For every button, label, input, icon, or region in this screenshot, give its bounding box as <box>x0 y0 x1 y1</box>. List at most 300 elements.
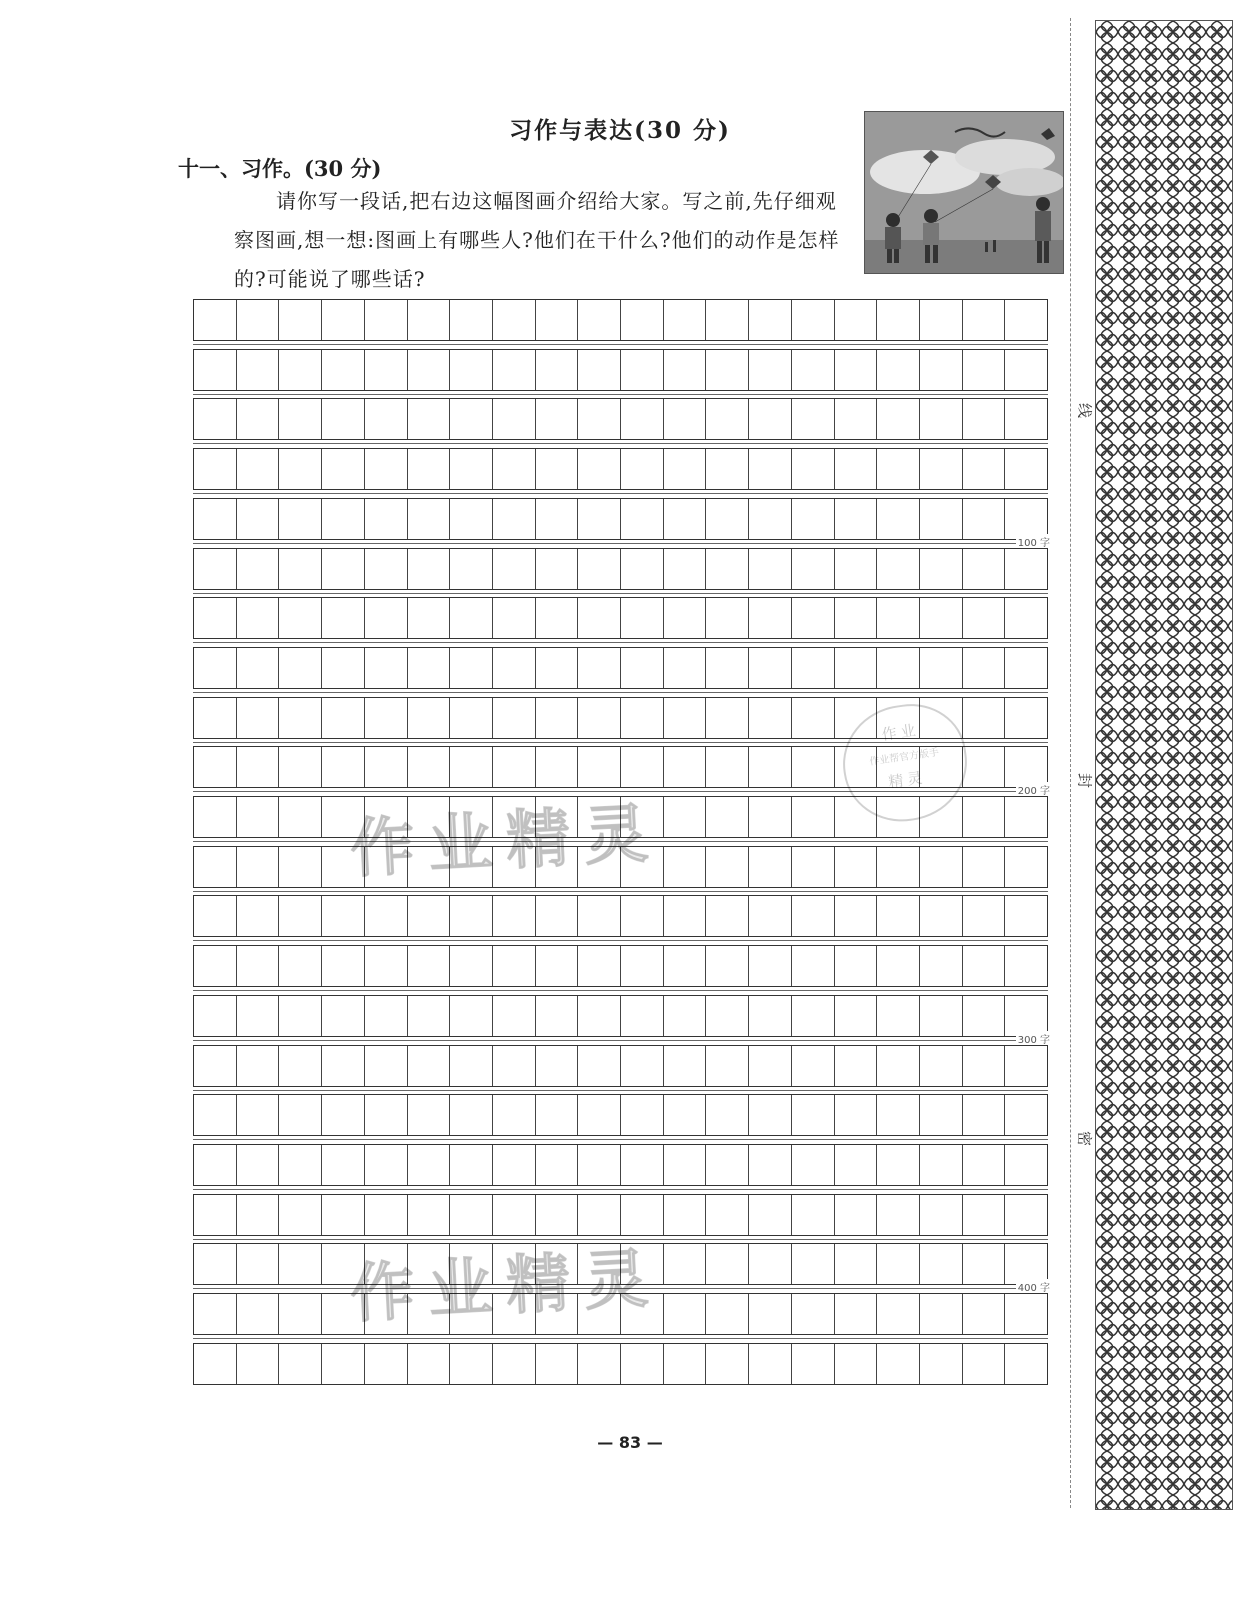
grid-cell[interactable] <box>365 350 408 390</box>
grid-cell[interactable] <box>322 747 365 787</box>
grid-cell[interactable] <box>706 598 749 638</box>
grid-cell[interactable] <box>792 300 835 340</box>
grid-cell[interactable] <box>578 399 621 439</box>
grid-cell[interactable] <box>578 449 621 489</box>
grid-cell[interactable] <box>963 1046 1006 1086</box>
grid-cell[interactable] <box>578 698 621 738</box>
grid-cell[interactable] <box>408 350 451 390</box>
grid-cell[interactable] <box>194 1344 237 1384</box>
grid-cell[interactable] <box>237 648 280 688</box>
grid-cell[interactable] <box>365 449 408 489</box>
grid-cell[interactable] <box>408 896 451 936</box>
grid-cell[interactable] <box>1005 300 1047 340</box>
grid-cell[interactable] <box>365 747 408 787</box>
grid-cell[interactable] <box>621 996 664 1036</box>
grid-cell[interactable] <box>578 1095 621 1135</box>
grid-cell[interactable] <box>365 698 408 738</box>
grid-cell[interactable] <box>279 1294 322 1334</box>
grid-cell[interactable] <box>578 350 621 390</box>
grid-cell[interactable] <box>1005 698 1047 738</box>
grid-cell[interactable] <box>664 300 707 340</box>
grid-cell[interactable] <box>706 499 749 539</box>
grid-cell[interactable] <box>835 499 878 539</box>
grid-cell[interactable] <box>237 747 280 787</box>
grid-cell[interactable] <box>322 549 365 589</box>
grid-cell[interactable] <box>194 1095 237 1135</box>
grid-cell[interactable] <box>322 350 365 390</box>
grid-cell[interactable] <box>194 698 237 738</box>
grid-cell[interactable] <box>749 350 792 390</box>
grid-cell[interactable] <box>963 896 1006 936</box>
grid-cell[interactable] <box>963 499 1006 539</box>
grid-cell[interactable] <box>877 449 920 489</box>
grid-cell[interactable] <box>706 350 749 390</box>
grid-cell[interactable] <box>835 648 878 688</box>
grid-cell[interactable] <box>322 449 365 489</box>
grid-cell[interactable] <box>706 300 749 340</box>
grid-cell[interactable] <box>365 598 408 638</box>
grid-cell[interactable] <box>792 996 835 1036</box>
grid-cell[interactable] <box>621 300 664 340</box>
grid-cell[interactable] <box>408 1195 451 1235</box>
grid-cell[interactable] <box>365 896 408 936</box>
grid-cell[interactable] <box>450 1145 493 1185</box>
grid-cell[interactable] <box>664 549 707 589</box>
grid-cell[interactable] <box>621 449 664 489</box>
grid-cell[interactable] <box>792 847 835 887</box>
grid-cell[interactable] <box>237 847 280 887</box>
grid-cell[interactable] <box>835 399 878 439</box>
grid-cell[interactable] <box>920 1195 963 1235</box>
grid-cell[interactable] <box>365 1195 408 1235</box>
grid-cell[interactable] <box>920 946 963 986</box>
grid-cell[interactable] <box>493 1195 536 1235</box>
grid-cell[interactable] <box>792 1145 835 1185</box>
grid-cell[interactable] <box>1005 1145 1047 1185</box>
grid-cell[interactable] <box>578 549 621 589</box>
grid-cell[interactable] <box>493 1046 536 1086</box>
grid-cell[interactable] <box>279 1344 322 1384</box>
grid-cell[interactable] <box>835 350 878 390</box>
grid-cell[interactable] <box>835 946 878 986</box>
grid-cell[interactable] <box>408 549 451 589</box>
grid-cell[interactable] <box>493 1344 536 1384</box>
grid-cell[interactable] <box>408 300 451 340</box>
grid-cell[interactable] <box>792 449 835 489</box>
grid-cell[interactable] <box>963 1294 1006 1334</box>
grid-cell[interactable] <box>621 1145 664 1185</box>
grid-cell[interactable] <box>1005 1195 1047 1235</box>
grid-cell[interactable] <box>749 1095 792 1135</box>
grid-cell[interactable] <box>835 896 878 936</box>
grid-cell[interactable] <box>706 896 749 936</box>
grid-cell[interactable] <box>877 946 920 986</box>
grid-cell[interactable] <box>1005 1344 1047 1384</box>
grid-cell[interactable] <box>365 399 408 439</box>
grid-cell[interactable] <box>237 399 280 439</box>
grid-cell[interactable] <box>578 648 621 688</box>
grid-cell[interactable] <box>493 1145 536 1185</box>
grid-cell[interactable] <box>706 1145 749 1185</box>
grid-cell[interactable] <box>450 449 493 489</box>
grid-cell[interactable] <box>920 598 963 638</box>
grid-cell[interactable] <box>749 698 792 738</box>
grid-cell[interactable] <box>322 499 365 539</box>
grid-cell[interactable] <box>835 1344 878 1384</box>
grid-cell[interactable] <box>279 549 322 589</box>
grid-cell[interactable] <box>706 698 749 738</box>
grid-cell[interactable] <box>536 1195 579 1235</box>
grid-cell[interactable] <box>1005 996 1047 1036</box>
grid-cell[interactable] <box>578 1344 621 1384</box>
grid-cell[interactable] <box>194 399 237 439</box>
grid-cell[interactable] <box>536 747 579 787</box>
grid-cell[interactable] <box>749 1244 792 1284</box>
grid-cell[interactable] <box>536 549 579 589</box>
grid-cell[interactable] <box>920 499 963 539</box>
grid-cell[interactable] <box>279 300 322 340</box>
grid-cell[interactable] <box>365 1046 408 1086</box>
grid-cell[interactable] <box>279 996 322 1036</box>
grid-cell[interactable] <box>664 797 707 837</box>
grid-cell[interactable] <box>792 499 835 539</box>
grid-cell[interactable] <box>920 1095 963 1135</box>
grid-cell[interactable] <box>536 598 579 638</box>
grid-cell[interactable] <box>792 1046 835 1086</box>
grid-cell[interactable] <box>493 598 536 638</box>
grid-cell[interactable] <box>706 797 749 837</box>
grid-cell[interactable] <box>194 300 237 340</box>
grid-cell[interactable] <box>194 797 237 837</box>
grid-cell[interactable] <box>664 698 707 738</box>
grid-cell[interactable] <box>493 499 536 539</box>
grid-cell[interactable] <box>322 399 365 439</box>
grid-cell[interactable] <box>664 499 707 539</box>
grid-cell[interactable] <box>536 1046 579 1086</box>
grid-cell[interactable] <box>578 1145 621 1185</box>
grid-cell[interactable] <box>706 648 749 688</box>
grid-cell[interactable] <box>279 747 322 787</box>
grid-cell[interactable] <box>322 996 365 1036</box>
grid-cell[interactable] <box>749 1294 792 1334</box>
grid-cell[interactable] <box>279 399 322 439</box>
grid-cell[interactable] <box>365 1344 408 1384</box>
grid-cell[interactable] <box>749 847 792 887</box>
grid-cell[interactable] <box>578 300 621 340</box>
grid-cell[interactable] <box>664 1095 707 1135</box>
grid-cell[interactable] <box>877 1095 920 1135</box>
grid-cell[interactable] <box>664 1294 707 1334</box>
grid-cell[interactable] <box>365 1095 408 1135</box>
grid-cell[interactable] <box>835 449 878 489</box>
grid-cell[interactable] <box>621 946 664 986</box>
grid-cell[interactable] <box>450 896 493 936</box>
grid-cell[interactable] <box>920 648 963 688</box>
grid-cell[interactable] <box>237 549 280 589</box>
grid-cell[interactable] <box>237 1195 280 1235</box>
grid-cell[interactable] <box>877 1195 920 1235</box>
grid-cell[interactable] <box>237 598 280 638</box>
grid-cell[interactable] <box>450 1046 493 1086</box>
grid-cell[interactable] <box>493 300 536 340</box>
grid-cell[interactable] <box>365 996 408 1036</box>
grid-cell[interactable] <box>664 1195 707 1235</box>
grid-cell[interactable] <box>621 698 664 738</box>
grid-cell[interactable] <box>536 1095 579 1135</box>
grid-cell[interactable] <box>835 1095 878 1135</box>
grid-cell[interactable] <box>408 1046 451 1086</box>
grid-cell[interactable] <box>536 1145 579 1185</box>
grid-cell[interactable] <box>877 996 920 1036</box>
grid-cell[interactable] <box>621 399 664 439</box>
grid-cell[interactable] <box>877 499 920 539</box>
grid-cell[interactable] <box>664 648 707 688</box>
grid-cell[interactable] <box>963 946 1006 986</box>
grid-cell[interactable] <box>877 1244 920 1284</box>
grid-cell[interactable] <box>749 648 792 688</box>
grid-cell[interactable] <box>835 598 878 638</box>
grid-cell[interactable] <box>237 698 280 738</box>
grid-cell[interactable] <box>1005 797 1047 837</box>
grid-cell[interactable] <box>365 946 408 986</box>
grid-cell[interactable] <box>706 1294 749 1334</box>
grid-cell[interactable] <box>194 549 237 589</box>
grid-cell[interactable] <box>1005 1244 1047 1284</box>
grid-cell[interactable] <box>835 996 878 1036</box>
grid-cell[interactable] <box>450 549 493 589</box>
grid-cell[interactable] <box>322 698 365 738</box>
grid-cell[interactable] <box>450 996 493 1036</box>
grid-cell[interactable] <box>963 1195 1006 1235</box>
grid-cell[interactable] <box>877 399 920 439</box>
grid-cell[interactable] <box>1005 747 1047 787</box>
grid-cell[interactable] <box>450 598 493 638</box>
grid-cell[interactable] <box>536 449 579 489</box>
grid-cell[interactable] <box>279 1195 322 1235</box>
grid-cell[interactable] <box>279 1244 322 1284</box>
grid-cell[interactable] <box>450 1095 493 1135</box>
grid-cell[interactable] <box>1005 1046 1047 1086</box>
grid-cell[interactable] <box>1005 1095 1047 1135</box>
grid-cell[interactable] <box>835 847 878 887</box>
grid-cell[interactable] <box>194 1294 237 1334</box>
grid-cell[interactable] <box>920 1344 963 1384</box>
grid-cell[interactable] <box>920 1294 963 1334</box>
grid-cell[interactable] <box>322 1344 365 1384</box>
grid-cell[interactable] <box>237 896 280 936</box>
grid-cell[interactable] <box>664 847 707 887</box>
grid-cell[interactable] <box>536 350 579 390</box>
grid-cell[interactable] <box>279 1046 322 1086</box>
grid-cell[interactable] <box>237 499 280 539</box>
grid-cell[interactable] <box>1005 449 1047 489</box>
grid-cell[interactable] <box>578 747 621 787</box>
grid-cell[interactable] <box>408 1344 451 1384</box>
grid-cell[interactable] <box>963 399 1006 439</box>
grid-cell[interactable] <box>749 598 792 638</box>
grid-cell[interactable] <box>450 648 493 688</box>
grid-cell[interactable] <box>706 847 749 887</box>
grid-cell[interactable] <box>792 1294 835 1334</box>
grid-cell[interactable] <box>194 1046 237 1086</box>
grid-cell[interactable] <box>706 449 749 489</box>
grid-cell[interactable] <box>536 648 579 688</box>
grid-cell[interactable] <box>792 698 835 738</box>
grid-cell[interactable] <box>493 549 536 589</box>
grid-cell[interactable] <box>621 896 664 936</box>
grid-cell[interactable] <box>450 1344 493 1384</box>
grid-cell[interactable] <box>749 1195 792 1235</box>
grid-cell[interactable] <box>365 648 408 688</box>
grid-cell[interactable] <box>194 996 237 1036</box>
grid-cell[interactable] <box>963 797 1006 837</box>
grid-cell[interactable] <box>963 549 1006 589</box>
grid-cell[interactable] <box>365 549 408 589</box>
grid-cell[interactable] <box>536 946 579 986</box>
grid-cell[interactable] <box>877 648 920 688</box>
grid-cell[interactable] <box>1005 847 1047 887</box>
grid-cell[interactable] <box>279 847 322 887</box>
grid-cell[interactable] <box>194 499 237 539</box>
grid-cell[interactable] <box>963 449 1006 489</box>
grid-cell[interactable] <box>408 399 451 439</box>
grid-cell[interactable] <box>237 1344 280 1384</box>
grid-cell[interactable] <box>920 996 963 1036</box>
grid-cell[interactable] <box>920 449 963 489</box>
grid-cell[interactable] <box>1005 648 1047 688</box>
grid-cell[interactable] <box>920 896 963 936</box>
grid-cell[interactable] <box>322 648 365 688</box>
grid-cell[interactable] <box>279 1095 322 1135</box>
grid-cell[interactable] <box>664 946 707 986</box>
grid-cell[interactable] <box>621 499 664 539</box>
grid-cell[interactable] <box>877 1046 920 1086</box>
grid-cell[interactable] <box>237 449 280 489</box>
grid-cell[interactable] <box>877 1344 920 1384</box>
grid-cell[interactable] <box>578 946 621 986</box>
grid-cell[interactable] <box>322 300 365 340</box>
grid-cell[interactable] <box>792 1095 835 1135</box>
grid-cell[interactable] <box>963 1344 1006 1384</box>
grid-cell[interactable] <box>749 996 792 1036</box>
grid-cell[interactable] <box>706 549 749 589</box>
grid-cell[interactable] <box>920 1145 963 1185</box>
grid-cell[interactable] <box>706 1046 749 1086</box>
grid-cell[interactable] <box>578 996 621 1036</box>
grid-cell[interactable] <box>194 896 237 936</box>
grid-cell[interactable] <box>664 1244 707 1284</box>
grid-cell[interactable] <box>493 449 536 489</box>
grid-cell[interactable] <box>835 1145 878 1185</box>
grid-cell[interactable] <box>835 1294 878 1334</box>
grid-cell[interactable] <box>664 350 707 390</box>
grid-cell[interactable] <box>835 1244 878 1284</box>
grid-cell[interactable] <box>237 300 280 340</box>
grid-cell[interactable] <box>664 896 707 936</box>
grid-cell[interactable] <box>450 946 493 986</box>
grid-cell[interactable] <box>706 946 749 986</box>
grid-cell[interactable] <box>963 698 1006 738</box>
grid-cell[interactable] <box>536 996 579 1036</box>
grid-cell[interactable] <box>1005 598 1047 638</box>
grid-cell[interactable] <box>279 449 322 489</box>
grid-cell[interactable] <box>749 1145 792 1185</box>
grid-cell[interactable] <box>792 797 835 837</box>
grid-cell[interactable] <box>877 1294 920 1334</box>
grid-cell[interactable] <box>1005 946 1047 986</box>
grid-cell[interactable] <box>279 648 322 688</box>
grid-cell[interactable] <box>578 598 621 638</box>
grid-cell[interactable] <box>792 399 835 439</box>
grid-cell[interactable] <box>322 946 365 986</box>
grid-cell[interactable] <box>664 449 707 489</box>
grid-cell[interactable] <box>237 1294 280 1334</box>
grid-cell[interactable] <box>194 598 237 638</box>
grid-cell[interactable] <box>493 896 536 936</box>
grid-cell[interactable] <box>408 1095 451 1135</box>
grid-cell[interactable] <box>749 549 792 589</box>
grid-cell[interactable] <box>706 399 749 439</box>
grid-cell[interactable] <box>1005 499 1047 539</box>
grid-cell[interactable] <box>664 996 707 1036</box>
grid-cell[interactable] <box>237 1244 280 1284</box>
grid-cell[interactable] <box>920 847 963 887</box>
grid-cell[interactable] <box>536 399 579 439</box>
grid-cell[interactable] <box>621 648 664 688</box>
grid-cell[interactable] <box>322 1046 365 1086</box>
grid-cell[interactable] <box>450 1195 493 1235</box>
grid-cell[interactable] <box>621 350 664 390</box>
grid-cell[interactable] <box>706 1344 749 1384</box>
grid-cell[interactable] <box>877 598 920 638</box>
grid-cell[interactable] <box>749 300 792 340</box>
grid-cell[interactable] <box>279 797 322 837</box>
grid-cell[interactable] <box>835 1046 878 1086</box>
grid-cell[interactable] <box>963 350 1006 390</box>
grid-cell[interactable] <box>963 1095 1006 1135</box>
grid-cell[interactable] <box>749 499 792 539</box>
grid-cell[interactable] <box>194 648 237 688</box>
grid-cell[interactable] <box>963 996 1006 1036</box>
grid-cell[interactable] <box>835 300 878 340</box>
grid-cell[interactable] <box>920 549 963 589</box>
grid-cell[interactable] <box>408 747 451 787</box>
grid-cell[interactable] <box>792 549 835 589</box>
grid-cell[interactable] <box>1005 1294 1047 1334</box>
grid-cell[interactable] <box>408 946 451 986</box>
grid-cell[interactable] <box>920 1046 963 1086</box>
grid-cell[interactable] <box>792 747 835 787</box>
grid-cell[interactable] <box>279 598 322 638</box>
grid-cell[interactable] <box>493 996 536 1036</box>
grid-cell[interactable] <box>621 1046 664 1086</box>
grid-cell[interactable] <box>194 449 237 489</box>
grid-cell[interactable] <box>664 1046 707 1086</box>
grid-cell[interactable] <box>578 499 621 539</box>
grid-cell[interactable] <box>877 300 920 340</box>
grid-cell[interactable] <box>877 350 920 390</box>
grid-cell[interactable] <box>450 499 493 539</box>
grid-cell[interactable] <box>749 896 792 936</box>
grid-cell[interactable] <box>279 896 322 936</box>
grid-cell[interactable] <box>408 698 451 738</box>
grid-cell[interactable] <box>237 350 280 390</box>
grid-cell[interactable] <box>664 399 707 439</box>
grid-cell[interactable] <box>194 946 237 986</box>
grid-cell[interactable] <box>920 350 963 390</box>
grid-cell[interactable] <box>408 1145 451 1185</box>
grid-cell[interactable] <box>792 1244 835 1284</box>
